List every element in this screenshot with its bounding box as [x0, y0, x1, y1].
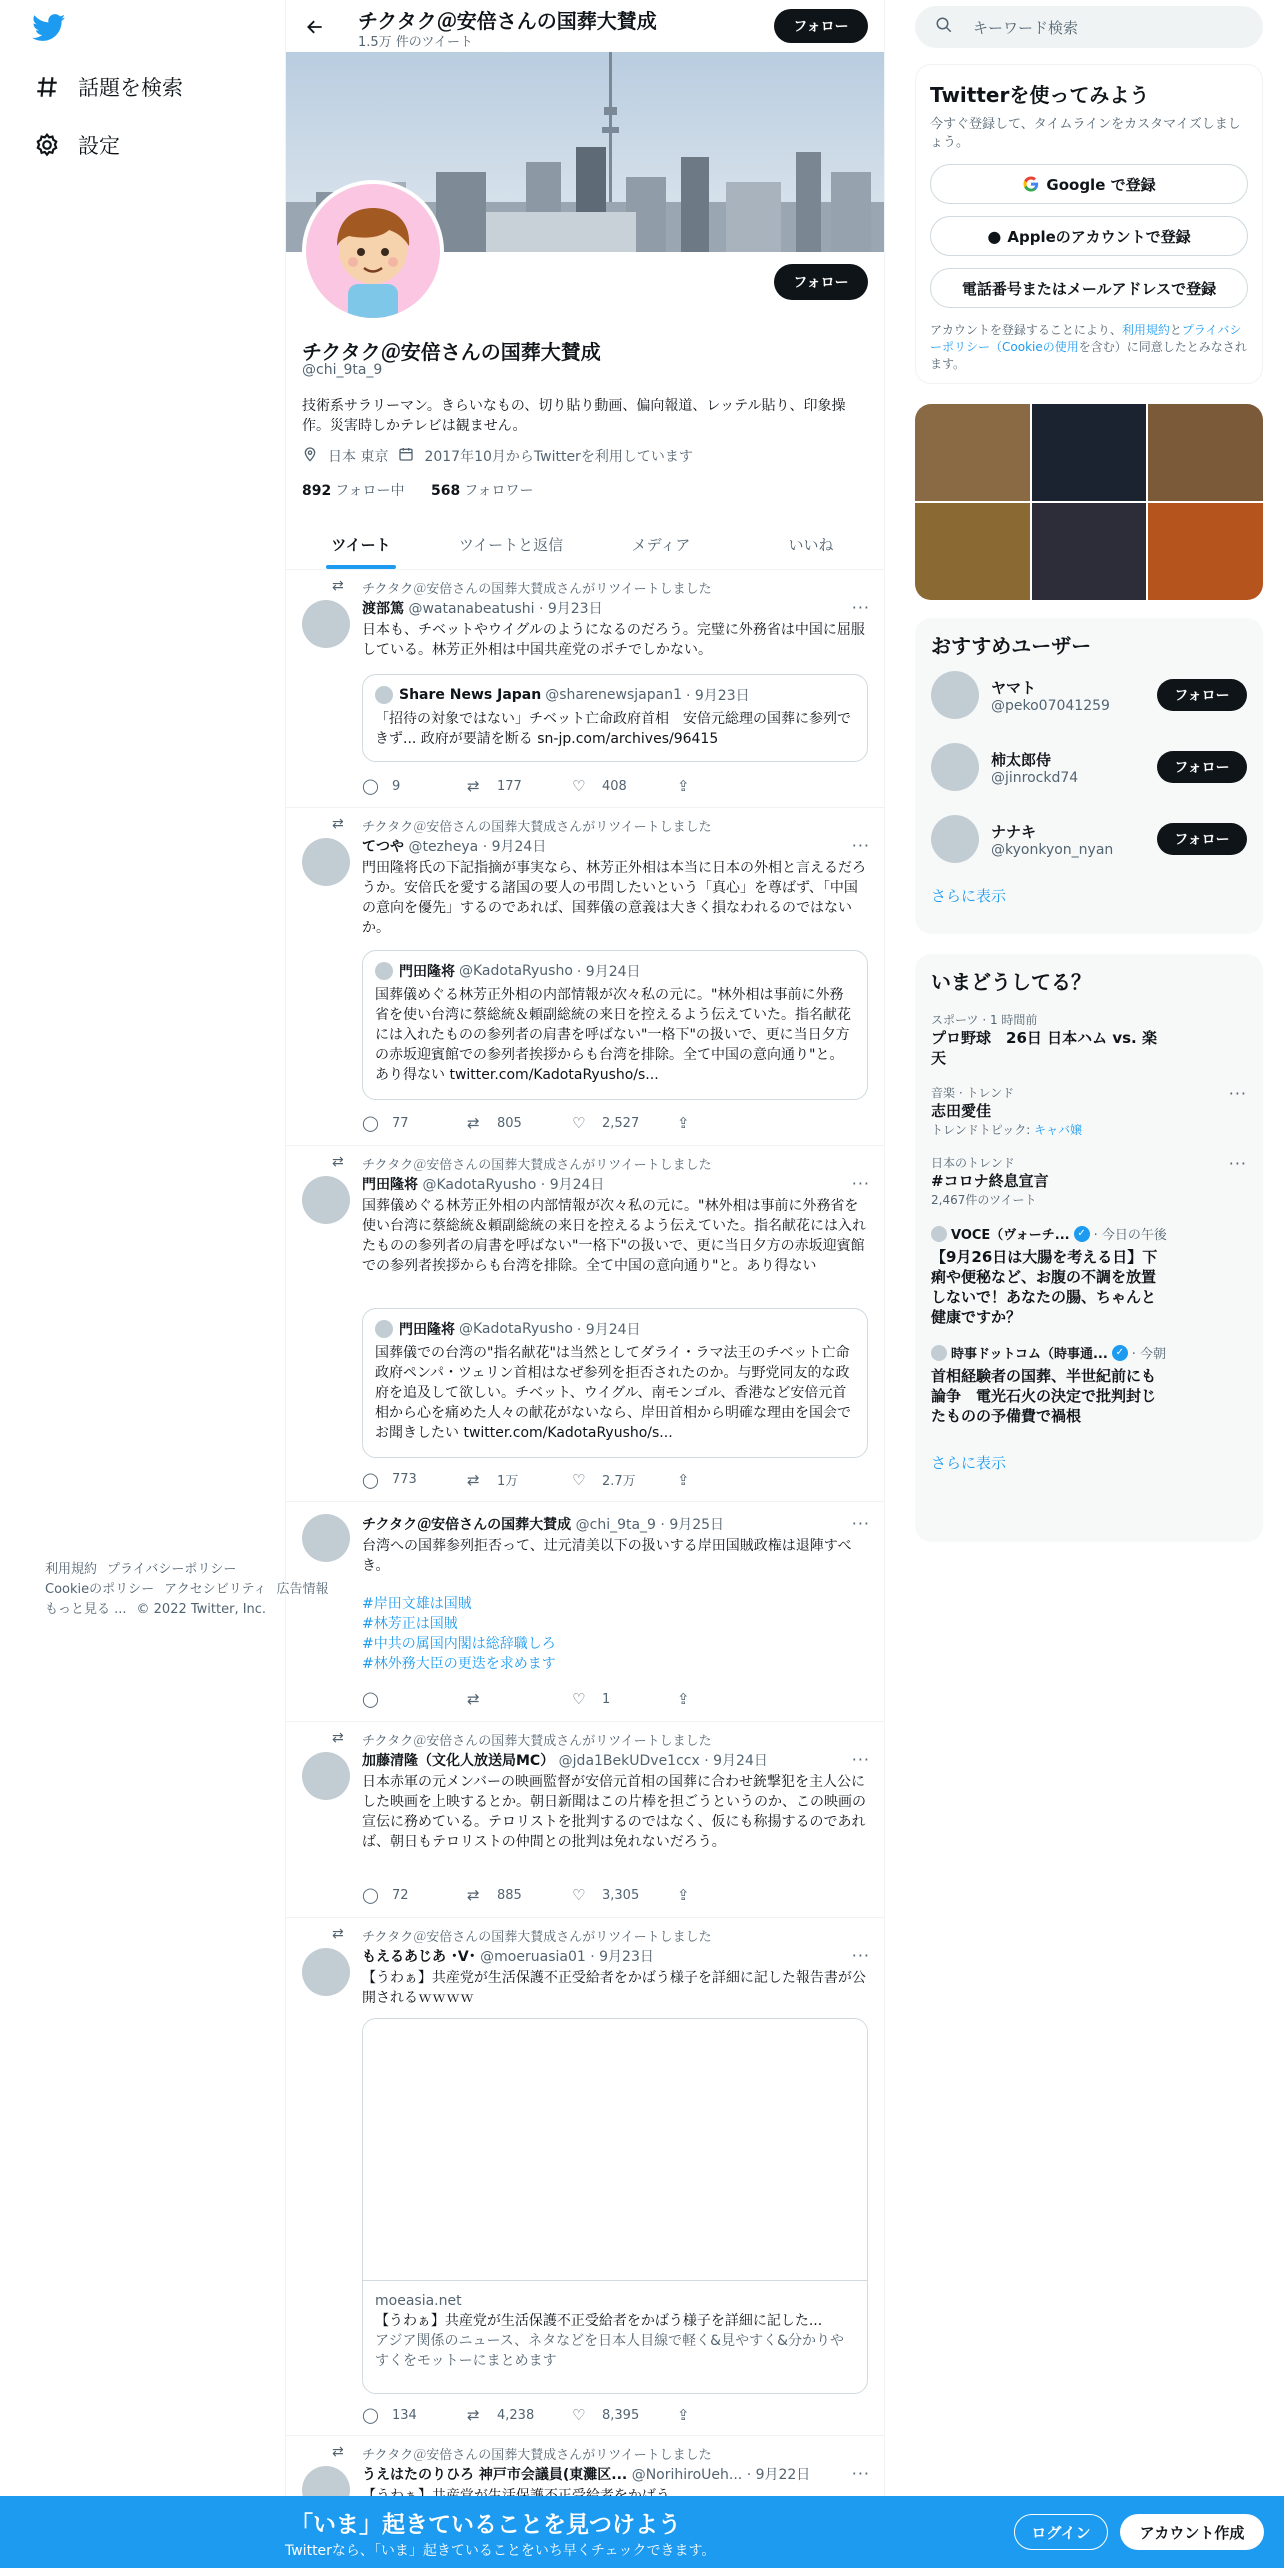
privacy-link[interactable]: プライバシーポリシー（Cookieの使用 — [930, 323, 1242, 354]
retweet-count: 885 — [497, 1887, 522, 1903]
profile-avatar[interactable] — [302, 180, 444, 322]
tweet-handle[interactable]: @moeruasia01 — [480, 1949, 586, 1965]
quote-text: 国葬儀での台湾の"指名献花"は当然としてダライ・ラマ法王のチベット亡命政府ペンパ・ツェリン首相はなぜ参列を拒否されたのか。与野党同友的な政府を追及して欲しい。チベット、ウイグル、南モンゴル、香港など安倍元首相から心を痛めた人々の献花がないなら、岸田首相から明確な理由を国会でお聞きしたい twitter.com/KadotaRyusho/s... — [375, 1345, 851, 1441]
footer-link[interactable]: 利用規約 — [45, 1562, 98, 1577]
quote-date: · 9月24日 — [576, 964, 641, 980]
news-time: · 今日の午後 — [1093, 1228, 1167, 1243]
news-source-avatar — [931, 1345, 947, 1361]
quote-tweet[interactable] — [362, 950, 868, 1100]
back-arrow-icon[interactable] — [298, 10, 332, 44]
footer-link[interactable]: アクセシビリティ — [164, 1582, 267, 1597]
following-label: フォロー中 — [335, 483, 405, 499]
retweet-icon: ⇄ — [467, 2406, 480, 2424]
profile-name: チクタク＠安倍さんの国葬大賛成 — [302, 340, 601, 364]
tweet-actions — [362, 777, 782, 795]
more-icon[interactable]: ··· — [851, 1750, 870, 1769]
trend-tweet-count: 2,467件のツイート — [931, 1193, 1037, 1207]
retweet-icon: ⇄ — [467, 777, 480, 795]
recommended-name: ナナキ — [991, 822, 1037, 841]
tweet-header — [362, 1946, 862, 1966]
trends-title: いまどうしてる？ — [931, 970, 1091, 994]
retweet-label: チクタク＠安倍さんの国葬大賛成さんがリツイートしました — [362, 1158, 712, 1173]
location-icon — [302, 446, 318, 466]
signup-button[interactable]: アカウント作成 — [1120, 2514, 1264, 2550]
tweet-date[interactable]: · 9月22日 — [746, 2467, 811, 2483]
like-button[interactable] — [572, 777, 677, 795]
signup-legal — [930, 322, 1248, 373]
tweet-author[interactable]: 門田隆将 — [362, 1177, 418, 1193]
avatar[interactable] — [302, 600, 350, 648]
profile-follow-stats — [302, 480, 534, 500]
legal-text: アカウントを登録することにより、 — [930, 323, 1122, 337]
link-card[interactable] — [362, 2018, 868, 2394]
more-icon[interactable]: ··· — [1228, 1084, 1247, 1103]
profile-handle: @chi_9ta_9 — [302, 362, 383, 378]
retweet-count: 177 — [497, 778, 522, 794]
retweet-icon: ⇄ — [332, 1926, 344, 1942]
quote-tweet[interactable] — [362, 1308, 868, 1458]
recommended-user[interactable] — [931, 731, 1247, 803]
retweet-label: チクタク＠安倍さんの国葬大賛成さんがリツイートしました — [362, 582, 712, 597]
gallery-image[interactable] — [1032, 404, 1147, 501]
retweet-indicator — [332, 1926, 712, 1945]
followers-count: 568 — [431, 483, 461, 499]
retweet-icon: ⇄ — [332, 1154, 344, 1170]
quote-date: · 9月23日 — [685, 688, 750, 704]
share-button[interactable] — [677, 1886, 782, 1904]
gallery-image[interactable] — [1148, 503, 1263, 600]
retweet-count: 805 — [497, 1115, 522, 1131]
tab-tweets-and-replies[interactable]: ツイートと返信 — [458, 536, 564, 554]
google-icon — [1022, 175, 1040, 193]
more-icon[interactable]: ··· — [851, 1174, 870, 1193]
recommended-name: ヤマト — [991, 678, 1037, 697]
share-icon: ⇪ — [677, 1690, 690, 1708]
tweet-header — [362, 1750, 862, 1770]
hashtag-link[interactable]: #林外務大臣の更迭を求めます — [362, 1656, 556, 1672]
news-source: 時事ドットコム（時事通... — [951, 1347, 1108, 1362]
reply-button[interactable] — [362, 2406, 467, 2424]
phone-signup-button[interactable]: 電話番号またはメールアドレスで登録 — [930, 268, 1248, 308]
reply-button[interactable] — [362, 1470, 467, 1489]
tweet-header — [362, 1514, 862, 1534]
tweet-date[interactable]: · 9月24日 — [482, 839, 547, 855]
retweet-button[interactable] — [467, 1886, 572, 1904]
more-icon[interactable]: ··· — [851, 2464, 870, 2483]
tweet[interactable] — [286, 1722, 885, 1918]
footer-link[interactable]: もっと見る ... — [45, 1602, 127, 1617]
legal-text: を含む）に同意したとみなされます。 — [930, 340, 1247, 371]
tweet-handle[interactable]: @NorihiroUeh... — [631, 2467, 743, 2483]
profile-header-bar — [286, 0, 885, 52]
share-button[interactable] — [677, 1470, 782, 1489]
link-card-domain: moeasia.net — [375, 2293, 462, 2309]
tweet-author[interactable]: 渡部篤 — [362, 601, 404, 617]
news-time: · 今朝 — [1131, 1347, 1167, 1362]
nav-explore[interactable] — [32, 67, 183, 107]
reply-icon: ◯ — [362, 1690, 379, 1708]
reply-count: 134 — [392, 2407, 417, 2423]
reply-button[interactable] — [362, 777, 467, 795]
avatar[interactable] — [931, 815, 979, 863]
reply-button[interactable] — [362, 1886, 467, 1904]
share-icon: ⇪ — [677, 1886, 690, 1904]
quote-handle: @KadotaRyusho — [459, 1321, 573, 1337]
recommended-title: おすすめユーザー — [931, 634, 1092, 658]
header-follow-button[interactable]: フォロー — [774, 9, 868, 43]
reply-count: 773 — [392, 1472, 417, 1487]
profile-bio: 技術系サラリーマン。きらいなもの、切り貼り動画、偏向報道、レッテル貼り、印象操作。災害時しかテレビは観ません。 — [302, 398, 846, 434]
heart-icon: ♡ — [572, 777, 586, 795]
gallery-image[interactable] — [915, 404, 1030, 501]
trend-category: スポーツ · 1 時間前 — [931, 1013, 1038, 1027]
main-column — [285, 0, 885, 2568]
tweet-date[interactable]: · 9月24日 — [704, 1753, 768, 1769]
verified-badge-icon: ✓ — [1112, 1345, 1128, 1361]
reply-icon: ◯ — [362, 777, 379, 795]
google-signup-label: Google で登録 — [1046, 175, 1156, 194]
search-icon — [935, 16, 953, 38]
quote-avatar — [375, 962, 393, 980]
trend-item[interactable] — [931, 1011, 1247, 1068]
link-card-description: アジア関係のニュース、ネタなどを日本人目線で軽く&見やすく&分かりやすくをモットーにまとめます — [375, 2333, 844, 2369]
reply-icon: ◯ — [362, 1886, 379, 1904]
share-icon: ⇪ — [677, 1470, 690, 1489]
retweet-icon: ⇄ — [467, 1690, 480, 1708]
like-count: 8,395 — [602, 2407, 640, 2423]
retweet-icon: ⇄ — [467, 1470, 480, 1489]
hashtag-icon — [32, 72, 62, 102]
recommended-user[interactable] — [931, 803, 1247, 875]
left-nav — [0, 0, 285, 2568]
reply-button[interactable] — [362, 1690, 467, 1708]
heart-icon: ♡ — [572, 1114, 586, 1132]
twitter-logo-icon[interactable] — [32, 14, 68, 44]
recommended-user[interactable] — [931, 659, 1247, 731]
tweet-actions — [362, 2406, 782, 2424]
quote-author: Share News Japan — [399, 687, 542, 703]
reply-icon: ◯ — [362, 1114, 379, 1132]
gallery-image[interactable] — [1032, 503, 1147, 600]
news-source: VOCE（ヴォーチ... — [951, 1228, 1070, 1243]
share-button[interactable] — [677, 2406, 782, 2424]
google-signup-button[interactable] — [930, 164, 1248, 204]
quote-date: · 9月24日 — [576, 1322, 641, 1338]
retweet-icon: ⇄ — [467, 1886, 480, 1904]
tweet-author[interactable]: もえるあじあ ･ᐯ･ — [362, 1949, 476, 1965]
trends-panel — [915, 954, 1263, 1542]
tweet-date[interactable]: · 9月23日 — [590, 1949, 654, 1965]
share-button[interactable] — [677, 1114, 782, 1132]
apple-signup-button[interactable] — [930, 216, 1248, 256]
trend-item[interactable] — [931, 1084, 1247, 1138]
link-card-title: 【うわぁ】共産党が生活保護不正受給者をかばう様子を詳細に記した... — [375, 2313, 823, 2329]
tweet-header — [362, 836, 862, 856]
avatar[interactable] — [931, 743, 979, 791]
news-item[interactable] — [931, 1224, 1247, 1327]
quote-author: 門田隆将 — [399, 1322, 455, 1338]
retweet-label: チクタク＠安倍さんの国葬大賛成さんがリツイートしました — [362, 2448, 712, 2463]
footer-link[interactable]: Cookieのポリシー — [45, 1582, 155, 1597]
tab-likes[interactable]: いいね — [788, 536, 834, 554]
footer-link[interactable]: プライバシーポリシー — [107, 1562, 237, 1577]
follow-button[interactable]: フォロー — [1157, 823, 1247, 855]
avatar[interactable] — [302, 1176, 350, 1224]
quote-text: 国葬儀めぐる林芳正外相の内部情報が次々私の元に。"林外相は事前に外務省を使い台湾に蔡総統＆頼副総統の来日を控えるよう伝えていた。指名献花には入れたものの参列者の肩書を呼ばない"一格下"の扱いで、更に当日夕方の赤坂迎賓館での参列者挨拶からも台湾を排除。全て中国の意向通り"と。あり得ない twitter.com/KadotaRyusho/s... — [375, 987, 851, 1083]
legal-text: と — [1169, 323, 1182, 337]
header-title: チクタク＠安倍さんの国葬大賛成 — [358, 9, 657, 33]
news-title: 【9月26日は大腸を考える日】下痢や便秘など、お腹の不調を放置しないで！あなたの腸、ちゃんと健康ですか？ — [931, 1248, 1158, 1326]
like-count: 2.7万 — [602, 1474, 636, 1489]
bottom-bar-subtitle: Twitterなら、「いま」起きていることをいち早くチェックできます。 — [285, 2543, 716, 2559]
like-count: 408 — [602, 778, 627, 794]
more-icon[interactable]: ··· — [851, 598, 870, 617]
share-button[interactable] — [677, 1690, 782, 1708]
tab-tweets[interactable]: ツイート — [286, 520, 436, 569]
trend-title: プロ野球 26日 日本ハム vs. 楽天 — [931, 1029, 1157, 1067]
hashtag-link[interactable]: #林芳正は国賊 — [362, 1616, 458, 1632]
share-icon: ⇪ — [677, 1114, 690, 1132]
recommended-handle: @kyonkyon_nyan — [991, 841, 1114, 858]
tweet-handle[interactable]: @chi_9ta_9 — [575, 1517, 656, 1533]
tweet-author[interactable]: 加藤清隆（文化人放送局MC） — [362, 1753, 555, 1769]
login-button[interactable]: ログイン — [1014, 2514, 1108, 2550]
tweet-handle[interactable]: @tezheya — [408, 839, 479, 855]
search-placeholder: キーワード検索 — [973, 18, 1079, 37]
tweet[interactable] — [286, 570, 885, 808]
trend-category: 日本のトレンド — [931, 1156, 1015, 1170]
tweet-header — [362, 2464, 862, 2484]
retweet-indicator — [332, 578, 712, 597]
retweet-button[interactable] — [467, 2406, 572, 2424]
share-icon: ⇪ — [677, 2406, 690, 2424]
copyright: © 2022 Twitter, Inc. — [136, 1602, 267, 1617]
recommended-handle: @peko07041259 — [991, 697, 1110, 714]
news-source-avatar — [931, 1226, 947, 1242]
retweet-indicator — [332, 1154, 712, 1173]
retweet-label: チクタク＠安倍さんの国葬大賛成さんがリツイートしました — [362, 1734, 712, 1749]
gallery-image[interactable] — [915, 503, 1030, 600]
trend-item[interactable] — [931, 1154, 1247, 1208]
reply-count: 9 — [392, 778, 401, 794]
tweet-text: 【うわぁ】共産党が生活保護不正受給者をかばう様子を詳細に記した報告書が公開されるｗｗｗｗ — [362, 1970, 866, 2006]
avatar[interactable] — [302, 1752, 350, 1800]
retweet-count: 4,238 — [497, 2407, 535, 2423]
tweet-actions — [362, 1114, 782, 1132]
tab-media[interactable]: メディア — [631, 536, 691, 554]
reply-icon: ◯ — [362, 1470, 379, 1489]
nav-settings-label: 設定 — [78, 134, 120, 158]
retweet-icon: ⇄ — [332, 816, 344, 832]
trend-title: #コロナ終息宣言 — [931, 1172, 1049, 1190]
tweet[interactable] — [286, 808, 885, 1146]
signup-bottom-bar — [0, 2496, 1284, 2568]
tweet-header — [362, 1174, 862, 1194]
following-link[interactable] — [302, 483, 405, 499]
reply-icon: ◯ — [362, 2406, 379, 2424]
avatar[interactable] — [302, 1514, 350, 1562]
followers-label: フォロワー — [464, 483, 534, 499]
avatar[interactable] — [302, 1948, 350, 1996]
profile-meta — [302, 446, 703, 466]
reply-count: 77 — [392, 1115, 409, 1131]
retweet-icon: ⇄ — [332, 2444, 344, 2460]
footer-links — [45, 1560, 365, 1620]
follow-button[interactable]: フォロー — [1157, 751, 1247, 783]
apple-signup-label: Appleのアカウントで登録 — [1007, 227, 1191, 246]
retweet-indicator — [332, 816, 712, 835]
follow-button[interactable]: フォロー — [1157, 679, 1247, 711]
profile-tabs — [286, 520, 885, 570]
retweet-button[interactable] — [467, 1470, 572, 1489]
avatar[interactable] — [302, 838, 350, 886]
tweet[interactable] — [286, 1502, 885, 1722]
recommended-users-panel — [915, 618, 1263, 934]
apple-icon: ● — [987, 226, 1002, 246]
calendar-icon — [398, 446, 414, 466]
more-icon[interactable]: ··· — [851, 1946, 870, 1965]
quote-text: 「招待の対象ではない」チベット亡命政府首相 安倍元総理の国葬に参列できず... 政府が要請を断る sn-jp.com/archives/96415 — [375, 711, 851, 747]
retweet-label: チクタク＠安倍さんの国葬大賛成さんがリツイートしました — [362, 1930, 712, 1945]
nav-explore-label: 話題を検索 — [78, 76, 183, 100]
heart-icon: ♡ — [572, 1470, 586, 1489]
more-icon[interactable]: ··· — [851, 1514, 870, 1533]
tweet-author[interactable]: うえはたのりひろ 神戸市会議員(東灘区... — [362, 2467, 628, 2483]
tweet-actions — [362, 1690, 782, 1708]
hashtag-list — [362, 1594, 556, 1674]
tweet-date[interactable]: · 9月25日 — [660, 1517, 725, 1533]
tweet[interactable] — [286, 1918, 885, 2436]
quote-author: 門田隆将 — [399, 964, 455, 980]
profile-follow-button[interactable]: フォロー — [774, 264, 868, 300]
news-title: 首相経験者の国葬、半世紀前にも論争 電光石火の決定で批判封じたものの予備費で禍根 — [931, 1367, 1157, 1425]
quote-avatar — [375, 686, 393, 704]
quote-avatar — [375, 1320, 393, 1338]
retweet-button[interactable] — [467, 1114, 572, 1132]
nav-settings[interactable] — [32, 125, 120, 165]
quote-handle: @KadotaRyusho — [459, 963, 573, 979]
tweet-handle[interactable]: @jda1BekUDve1ccx — [558, 1753, 700, 1769]
reply-button[interactable] — [362, 1114, 467, 1132]
tweet-handle[interactable]: @watanabeatushi — [408, 601, 535, 617]
tweet-actions — [362, 1886, 782, 1904]
tweet-text: 台湾への国葬参列拒否って、辻元清美以下の扱いする岸田国賊政権は退陣すべき。 — [362, 1538, 852, 1574]
quote-tweet[interactable] — [362, 674, 868, 762]
terms-link[interactable]: 利用規約 — [1121, 323, 1170, 337]
trend-topic-link[interactable]: キャバ嬢 — [1034, 1123, 1083, 1137]
media-gallery — [915, 404, 1263, 600]
like-button[interactable] — [572, 1114, 677, 1132]
hashtag-link[interactable]: #岸田文雄は国賊 — [362, 1596, 472, 1612]
verified-badge-icon: ✓ — [1074, 1226, 1090, 1242]
quote-handle: @sharenewsjapan1 — [545, 687, 682, 703]
show-more-link[interactable]: さらに表示 — [931, 1454, 1007, 1472]
gallery-image[interactable] — [1148, 404, 1263, 501]
like-count: 3,305 — [602, 1887, 640, 1903]
heart-icon: ♡ — [572, 2406, 586, 2424]
like-count: 1 — [602, 1691, 611, 1707]
like-button[interactable] — [572, 1886, 677, 1904]
tweet-date[interactable]: · 9月24日 — [540, 1177, 605, 1193]
avatar[interactable] — [931, 671, 979, 719]
recommended-handle: @jinrockd74 — [991, 769, 1079, 786]
like-button[interactable] — [572, 1690, 677, 1708]
gear-icon — [32, 130, 62, 160]
signup-panel — [915, 64, 1263, 384]
show-more-link[interactable]: さらに表示 — [931, 887, 1007, 905]
profile-location: 日本 東京 — [328, 449, 389, 465]
signup-title: Twitterを使ってみよう — [930, 83, 1150, 107]
trend-category: 音楽 · トレンド — [931, 1086, 1015, 1100]
heart-icon: ♡ — [572, 1690, 586, 1708]
tweet-author[interactable]: チクタク＠安倍さんの国葬大賛成 — [362, 1517, 572, 1533]
retweet-icon: ⇄ — [332, 578, 344, 594]
tweet-handle[interactable]: @KadotaRyusho — [422, 1177, 537, 1193]
retweet-label: チクタク＠安倍さんの国葬大賛成さんがリツイートしました — [362, 820, 712, 835]
recommended-name: 柿太郎侍 — [991, 750, 1052, 769]
tweet-actions — [362, 1470, 782, 1489]
trend-title: 志田愛佳 — [931, 1102, 992, 1120]
tweet-text: 日本も、チベットやウイグルのようになるのだろう。完璧に外務省は中国に屈服している。林芳正外相は中国共産党のポチでしかない。 — [362, 622, 865, 658]
profile-joined: 2017年10月からTwitterを利用しています — [424, 449, 693, 465]
tweet[interactable] — [286, 1146, 885, 1502]
retweet-count: 1万 — [497, 1474, 519, 1489]
tweet-text: 国葬儀めぐる林芳正外相の内部情報が次々私の元に。"林外相は事前に外務省を使い台湾に蔡総統＆頼副総統の来日を控えるよう伝えていた。指名献花には入れたものの参列者の肩書を呼ばない"一格下"の扱いで、更に当日夕方の赤坂迎賓館での参列者挨拶からも台湾を排除。全て中国の意向通り"と。あり得ない — [362, 1198, 866, 1274]
like-button[interactable] — [572, 1470, 677, 1489]
tweet-text: 日本赤軍の元メンバーの映画監督が安倍元首相の国葬に合わせ銃撃犯を主人公にした映画を上映するとか。朝日新聞はこの片棒を担ごうというのか、この映画の宣伝に務めている。テロリストを批判するのではなく、仮にも称揚するのであれば、朝日もテロリストの仲間との批判は免れないだろう。 — [362, 1774, 866, 1850]
link-card-image — [363, 2019, 867, 2281]
bottom-bar-title: 「いま」起きていることを見つけよう — [290, 2512, 681, 2538]
hashtag-link[interactable]: #中共の属国内閣は総辞職しろ — [362, 1636, 556, 1652]
trend-topic-prefix: トレンドトピック: — [931, 1123, 1035, 1137]
retweet-indicator — [332, 2444, 712, 2463]
signup-subtitle: 今すぐ登録して、タイムラインをカスタマイズしましょう。 — [930, 117, 1241, 150]
retweet-button[interactable] — [467, 777, 572, 795]
tweet-text: 門田隆将氏の下記指摘が事実なら、林芳正外相は本当に日本の外相と言えるだろうか。安倍氏を愛する諸国の要人の弔問したいという「真心」を尊ばず、「中国の意向を優先」するのであれば、国葬儀の意義は大きく損なわれるのではないか。 — [362, 860, 866, 936]
header-tweet-count: 1.5万 件のツイート — [358, 35, 473, 50]
share-button[interactable] — [677, 777, 782, 795]
search-input[interactable] — [915, 6, 1263, 48]
news-item[interactable] — [931, 1343, 1247, 1426]
tweet-date[interactable]: · 9月23日 — [538, 601, 603, 617]
heart-icon: ♡ — [572, 1886, 586, 1904]
tweet-header — [362, 598, 862, 618]
tweet-author[interactable]: てつや — [362, 839, 404, 855]
retweet-icon: ⇄ — [332, 1730, 344, 1746]
following-count: 892 — [302, 483, 332, 499]
like-count: 2,527 — [602, 1115, 640, 1131]
more-icon[interactable]: ··· — [851, 836, 870, 855]
followers-link[interactable] — [431, 483, 534, 499]
retweet-button[interactable] — [467, 1690, 572, 1708]
retweet-icon: ⇄ — [467, 1114, 480, 1132]
more-icon[interactable]: ··· — [1228, 1154, 1247, 1173]
like-button[interactable] — [572, 2406, 677, 2424]
reply-count: 72 — [392, 1887, 409, 1903]
retweet-indicator — [332, 1730, 712, 1749]
share-icon: ⇪ — [677, 777, 690, 795]
footer-link[interactable]: 広告情報 — [276, 1582, 329, 1597]
